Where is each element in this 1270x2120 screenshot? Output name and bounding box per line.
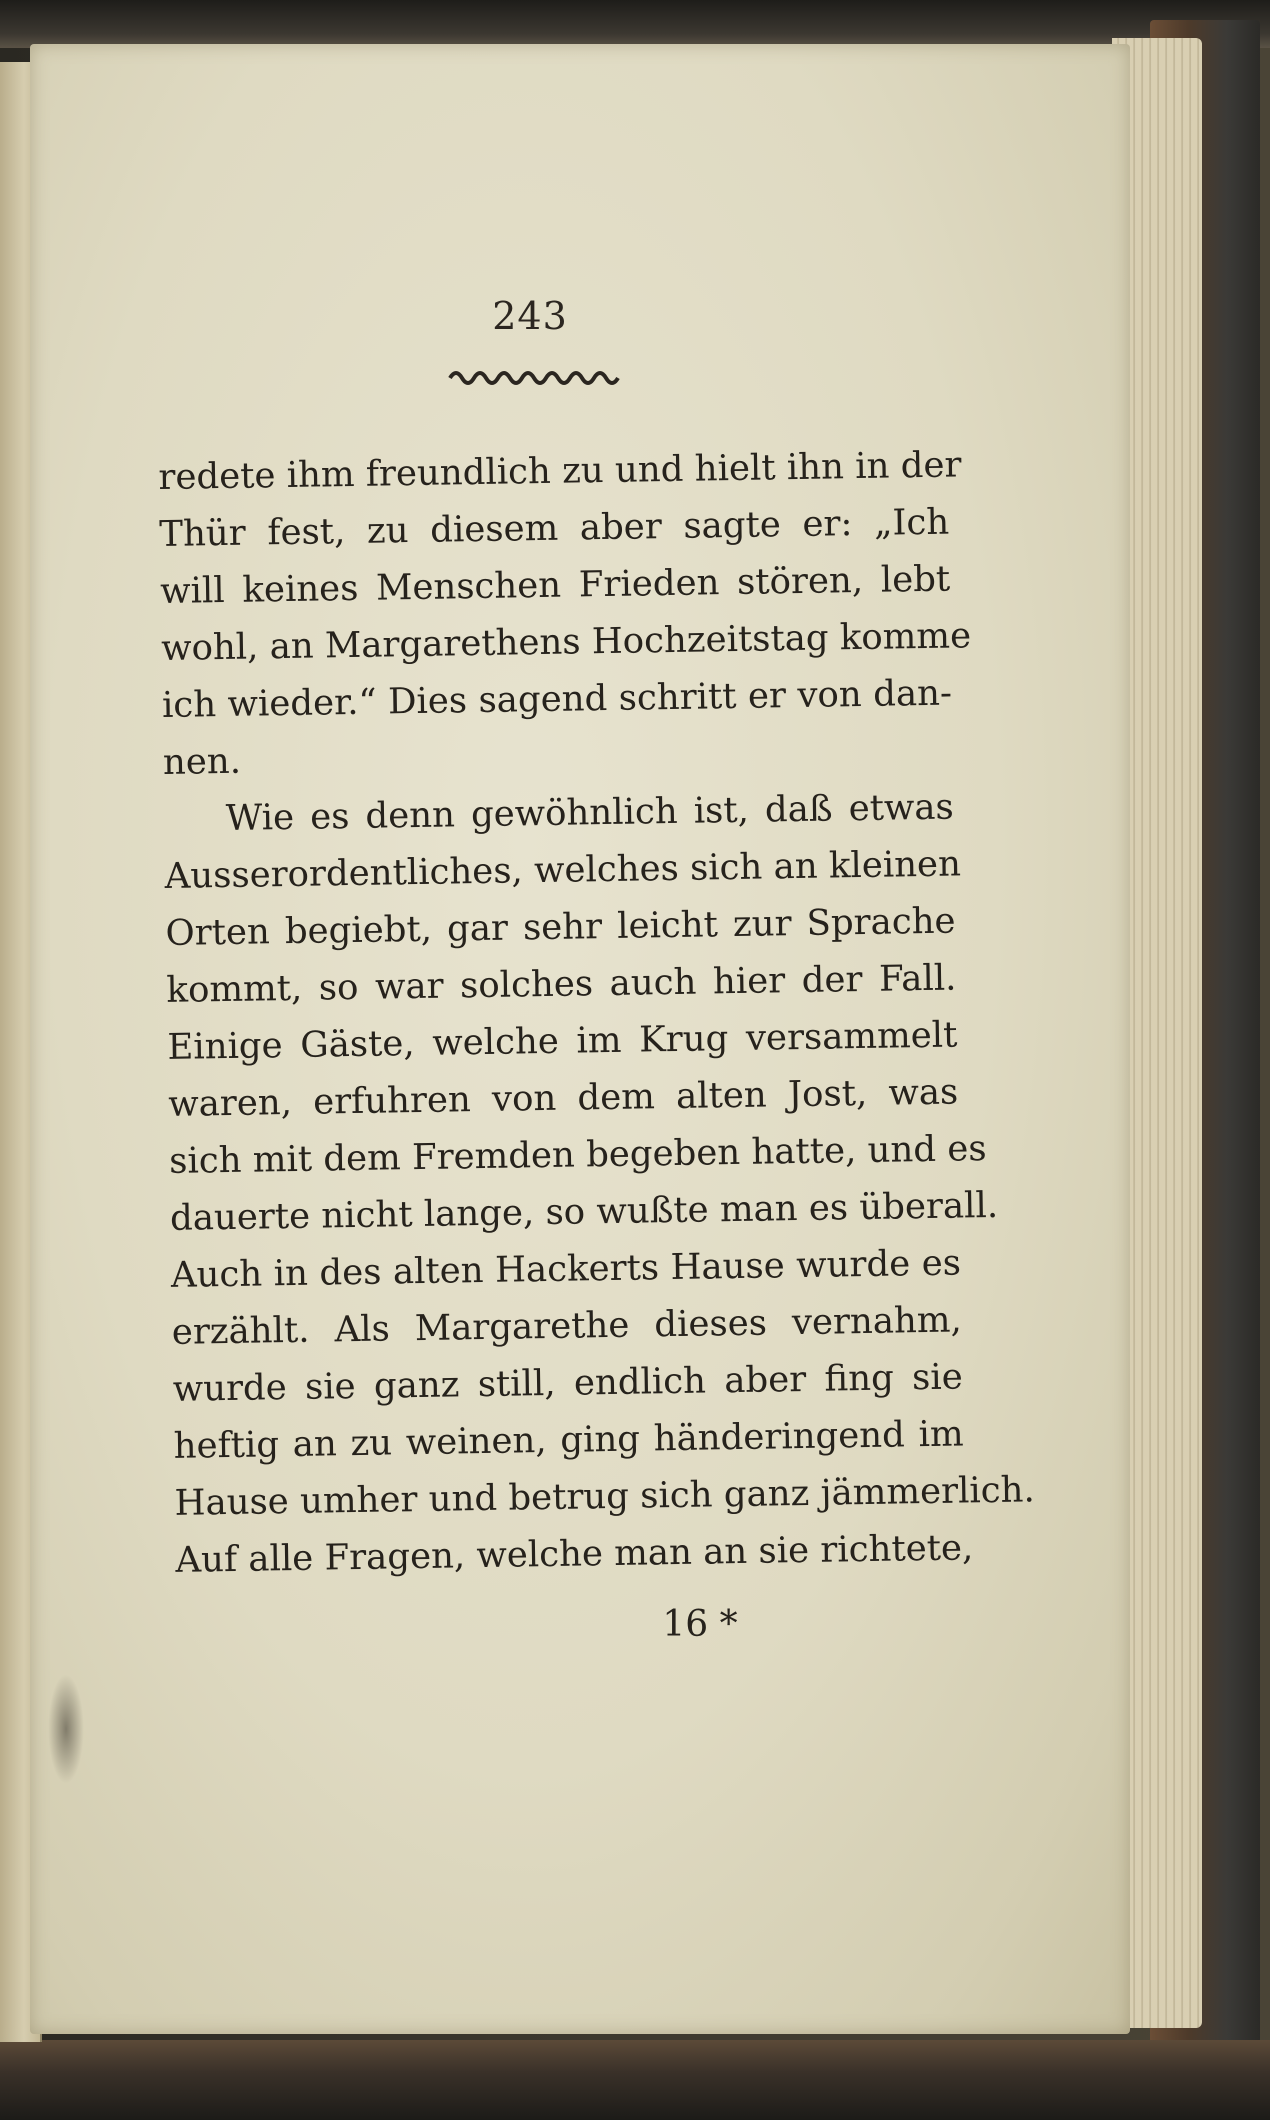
body-text xyxy=(158,437,1036,1589)
book-page xyxy=(30,44,1130,2034)
text-line: wurde sie ganz still, endlich aber fing sie xyxy=(172,1356,963,1410)
text-line: Auch in des alten Hackerts Hause wurde es xyxy=(170,1242,962,1296)
text-line: Wie es denn gewöhnlich ist, daß etwas xyxy=(225,786,955,839)
text-line: erzählt. Als Margarethe dieses vernahm, xyxy=(171,1299,963,1353)
text-line: sich mit dem Fremden begeben hatte, und es xyxy=(168,1128,987,1182)
text-line: Ausserordentliches, welches sich an kleinen xyxy=(164,843,962,897)
text-line: Orten begiebt, gar sehr leicht zur Sprache xyxy=(165,900,956,954)
text-line: Thür fest, zu diesem aber sagte er: „Ich xyxy=(159,501,950,555)
text-line: kommt, so war solches auch hier der Fall. xyxy=(166,957,957,1011)
text-line: Auf alle Fragen, welche man an sie richtete, xyxy=(175,1527,974,1581)
text-line: Hause umher und betrug sich ganz jämmerlich. xyxy=(174,1469,1036,1524)
text-line: nen. xyxy=(162,740,242,783)
page-number: 243 xyxy=(492,294,568,338)
text-line: will keines Menschen Frieden stören, lebt xyxy=(159,558,951,612)
text-line: Einige Gäste, welche im Krug versammelt xyxy=(167,1014,958,1068)
cover-board-top xyxy=(0,0,1270,48)
text-line: waren, erfuhren von dem alten Jost, was xyxy=(167,1071,959,1125)
cover-board-bottom xyxy=(0,2040,1270,2120)
ink-stain xyxy=(48,1674,84,1784)
text-line: wohl, an Margarethens Hochzeitstag komme xyxy=(160,615,972,669)
text-line: heftig an zu weinen, ging händeringend im xyxy=(173,1413,964,1467)
text-line: ich wieder.“ Dies sagend schritt er von dan- xyxy=(161,672,953,726)
text-line: redete ihm freundlich zu und hielt ihn in der xyxy=(158,444,962,498)
signature-mark: 16 * xyxy=(662,1604,738,1645)
text-line: dauerte nicht lange, so wußte man es überall. xyxy=(169,1184,999,1239)
ornament-rule xyxy=(448,364,624,388)
